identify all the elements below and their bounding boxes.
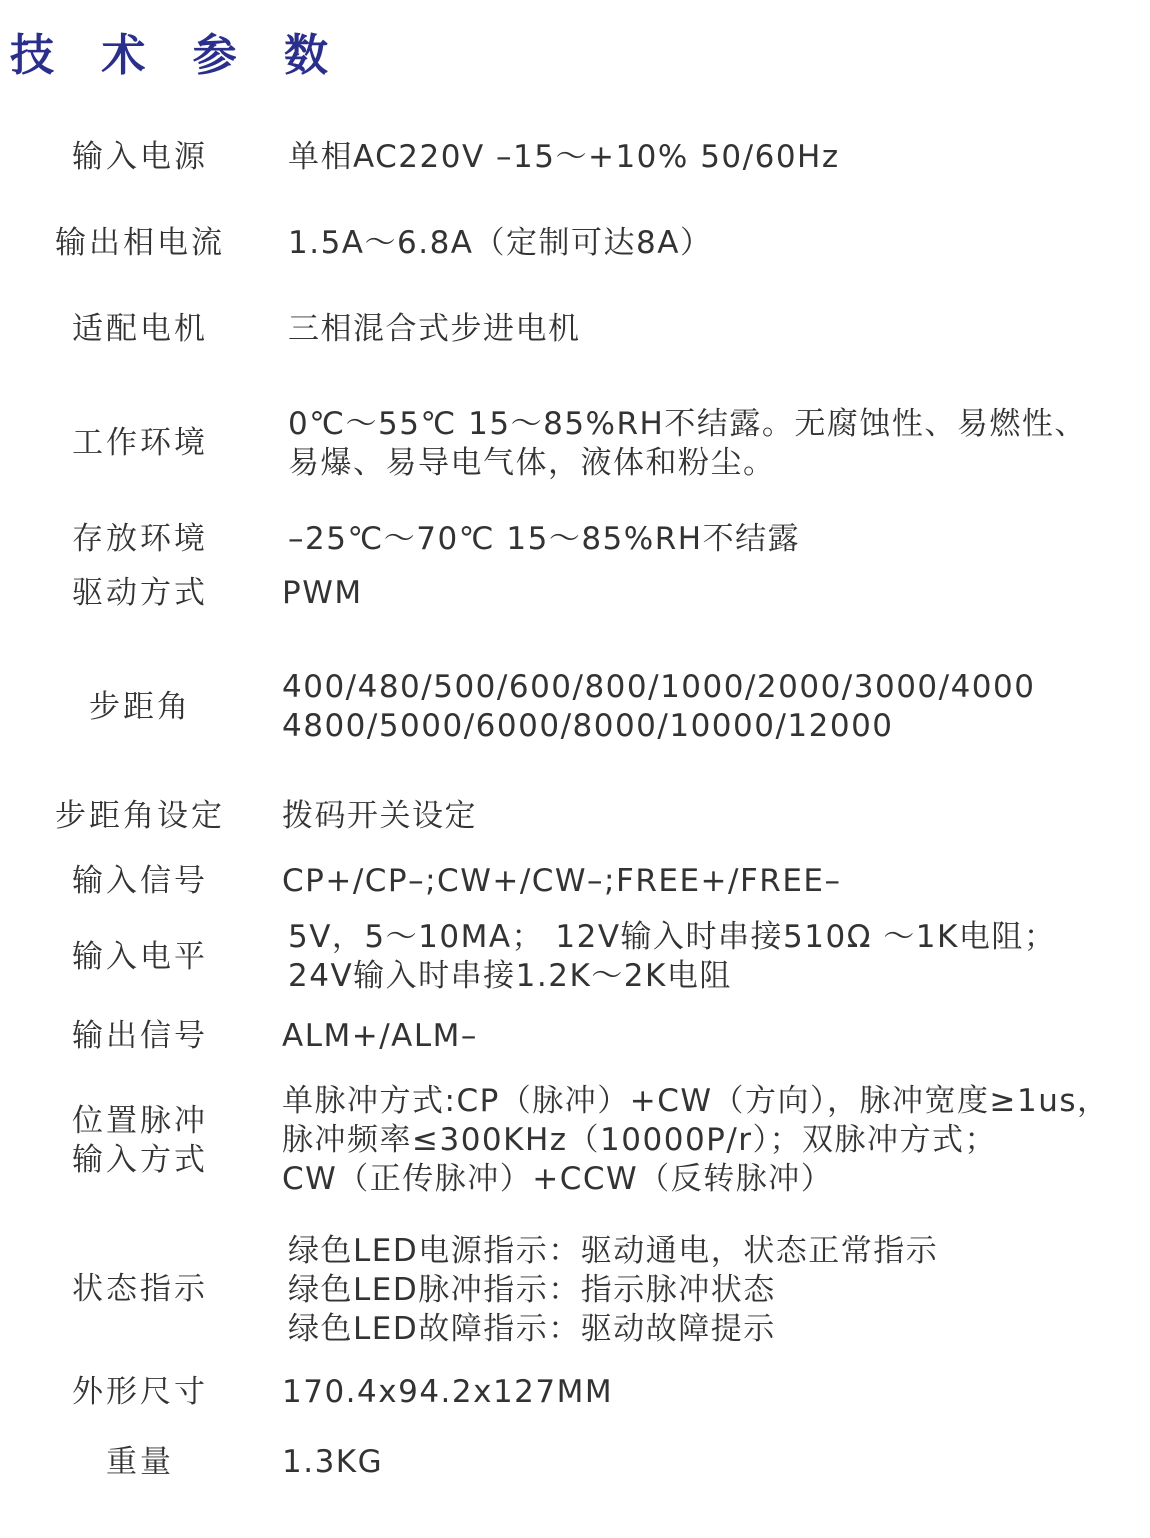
page-title: 技 术 参 数	[10, 30, 344, 81]
spec-label: 输入电源	[72, 139, 208, 175]
spec-value: 0℃～55℃ 15～85%RH不结露。无腐蚀性、易燃性、 易爆、易导电气体，液体和粉尘。	[288, 406, 1087, 481]
spec-label: 驱动方式	[72, 575, 208, 611]
spec-label: 输出信号	[72, 1018, 208, 1054]
spec-value: 400/480/500/600/800/1000/2000/3000/4000 4800/5000/6000/8000/10000/12000	[282, 669, 1036, 744]
spec-value: 单脉冲方式:CP（脉冲）+CW（方向），脉冲宽度≥1us， 脉冲频率≤300KHz（10000P/r）；双脉冲方式； CW（正传脉冲）+CCW（反转脉冲）	[282, 1083, 1110, 1197]
spec-label: 输出相电流	[55, 225, 225, 261]
spec-label: 存放环境	[72, 521, 208, 557]
spec-label: 状态指示	[72, 1271, 208, 1307]
spec-value: 170.4x94.2x127MM	[282, 1374, 614, 1410]
spec-value: ALM+/ALM–	[282, 1018, 478, 1054]
spec-label: 重量	[106, 1444, 174, 1480]
spec-label: 步距角设定	[55, 798, 225, 834]
spec-value: 1.3KG	[282, 1444, 384, 1480]
spec-label: 外形尺寸	[72, 1374, 208, 1410]
spec-value: CP+/CP–;CW+/CW–;FREE+/FREE–	[282, 863, 842, 899]
spec-value: –25℃～70℃ 15～85%RH不结露	[288, 521, 801, 557]
spec-value: 1.5A～6.8A（定制可达8A）	[288, 225, 713, 261]
spec-label: 适配电机	[72, 311, 208, 347]
spec-label: 步距角	[89, 689, 191, 725]
spec-value: 拨码开关设定	[282, 798, 477, 834]
spec-label: 位置脉冲 输入方式	[72, 1103, 208, 1178]
spec-value: 绿色LED电源指示：驱动通电，状态正常指示 绿色LED脉冲指示：指示脉冲状态 绿色LED故障指示：驱动故障提示	[288, 1233, 939, 1347]
spec-label: 工作环境	[72, 425, 208, 461]
spec-value: 5V，5～10MA； 12V输入时串接510Ω ～1K电阻； 24V输入时串接1.2K～2K电阻	[288, 919, 1057, 994]
spec-label: 输入信号	[72, 863, 208, 899]
spec-label: 输入电平	[72, 939, 208, 975]
spec-value: 三相混合式步进电机	[288, 311, 581, 347]
spec-value: 单相AC220V –15～+10% 50/60Hz	[288, 139, 840, 175]
spec-value: PWM	[282, 575, 363, 611]
